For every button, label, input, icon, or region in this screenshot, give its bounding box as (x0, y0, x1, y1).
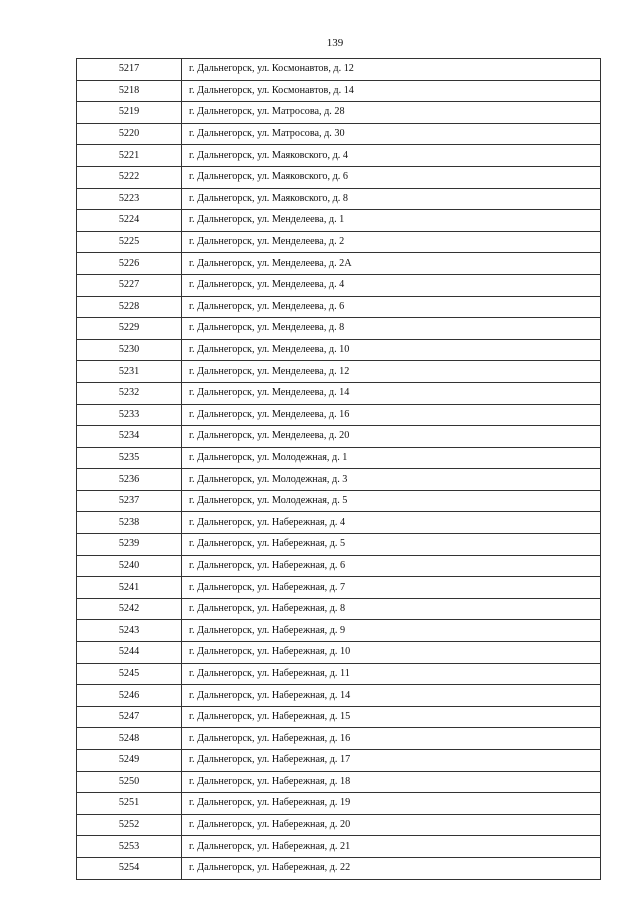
table-row (77, 210, 601, 232)
row-address: г. Дальнегорск, ул. Менделеева, д. 8 (182, 318, 601, 340)
table-row (77, 555, 601, 577)
table-row (77, 685, 601, 707)
row-number: 5231 (77, 361, 182, 383)
table-row (77, 404, 601, 426)
row-address: г. Дальнегорск, ул. Менделеева, д. 12 (182, 361, 601, 383)
table-row (77, 706, 601, 728)
row-address: г. Дальнегорск, ул. Менделеева, д. 1 (182, 210, 601, 232)
row-address: г. Дальнегорск, ул. Маяковского, д. 8 (182, 188, 601, 210)
row-number: 5221 (77, 145, 182, 167)
table-row (77, 80, 601, 102)
row-address: г. Дальнегорск, ул. Набережная, д. 19 (182, 793, 601, 815)
row-address: г. Дальнегорск, ул. Маяковского, д. 4 (182, 145, 601, 167)
row-address: г. Дальнегорск, ул. Матросова, д. 28 (182, 102, 601, 124)
address-table-body (77, 59, 601, 880)
row-address: г. Дальнегорск, ул. Набережная, д. 14 (182, 685, 601, 707)
row-address: г. Дальнегорск, ул. Набережная, д. 21 (182, 836, 601, 858)
row-number: 5251 (77, 793, 182, 815)
row-number: 5224 (77, 210, 182, 232)
row-number: 5237 (77, 490, 182, 512)
row-address: г. Дальнегорск, ул. Набережная, д. 7 (182, 577, 601, 599)
row-number: 5240 (77, 555, 182, 577)
table-row (77, 793, 601, 815)
row-address: г. Дальнегорск, ул. Набережная, д. 18 (182, 771, 601, 793)
table-row (77, 814, 601, 836)
row-address: г. Дальнегорск, ул. Менделеева, д. 16 (182, 404, 601, 426)
table-row (77, 534, 601, 556)
row-number: 5252 (77, 814, 182, 836)
row-number: 5220 (77, 123, 182, 145)
row-number: 5254 (77, 857, 182, 879)
row-number: 5226 (77, 253, 182, 275)
row-address: г. Дальнегорск, ул. Набережная, д. 15 (182, 706, 601, 728)
row-number: 5246 (77, 685, 182, 707)
table-row (77, 123, 601, 145)
row-address: г. Дальнегорск, ул. Набережная, д. 10 (182, 642, 601, 664)
row-number: 5245 (77, 663, 182, 685)
row-number: 5227 (77, 274, 182, 296)
row-number: 5230 (77, 339, 182, 361)
table-row (77, 296, 601, 318)
table-row (77, 188, 601, 210)
row-number: 5253 (77, 836, 182, 858)
row-number: 5244 (77, 642, 182, 664)
table-row (77, 771, 601, 793)
row-address: г. Дальнегорск, ул. Набережная, д. 5 (182, 534, 601, 556)
row-number: 5250 (77, 771, 182, 793)
row-address: г. Дальнегорск, ул. Набережная, д. 17 (182, 750, 601, 772)
row-number: 5222 (77, 166, 182, 188)
table-row (77, 361, 601, 383)
row-number: 5235 (77, 447, 182, 469)
table-row (77, 577, 601, 599)
row-address: г. Дальнегорск, ул. Молодежная, д. 3 (182, 469, 601, 491)
row-number: 5218 (77, 80, 182, 102)
row-number: 5239 (77, 534, 182, 556)
table-row (77, 512, 601, 534)
table-row (77, 642, 601, 664)
table-row (77, 426, 601, 448)
table-row (77, 318, 601, 340)
row-number: 5242 (77, 598, 182, 620)
table-row (77, 469, 601, 491)
page-number: 139 (326, 37, 344, 49)
table-row (77, 620, 601, 642)
table-row (77, 857, 601, 879)
row-address: г. Дальнегорск, ул. Космонавтов, д. 12 (182, 59, 601, 81)
table-row (77, 836, 601, 858)
table-row (77, 166, 601, 188)
table-row (77, 145, 601, 167)
row-address: г. Дальнегорск, ул. Маяковского, д. 6 (182, 166, 601, 188)
row-address: г. Дальнегорск, ул. Менделеева, д. 6 (182, 296, 601, 318)
row-address: г. Дальнегорск, ул. Менделеева, д. 10 (182, 339, 601, 361)
row-address: г. Дальнегорск, ул. Набережная, д. 8 (182, 598, 601, 620)
row-address: г. Дальнегорск, ул. Набережная, д. 4 (182, 512, 601, 534)
table-row (77, 447, 601, 469)
table-row (77, 59, 601, 81)
row-address: г. Дальнегорск, ул. Набережная, д. 22 (182, 857, 601, 879)
row-address: г. Дальнегорск, ул. Молодежная, д. 1 (182, 447, 601, 469)
table-row (77, 274, 601, 296)
row-address: г. Дальнегорск, ул. Набережная, д. 9 (182, 620, 601, 642)
row-address: г. Дальнегорск, ул. Набережная, д. 20 (182, 814, 601, 836)
row-number: 5228 (77, 296, 182, 318)
row-address: г. Дальнегорск, ул. Менделеева, д. 2А (182, 253, 601, 275)
table-row (77, 231, 601, 253)
row-number: 5234 (77, 426, 182, 448)
table-row (77, 750, 601, 772)
row-address: г. Дальнегорск, ул. Матросова, д. 30 (182, 123, 601, 145)
table-row (77, 102, 601, 124)
row-number: 5223 (77, 188, 182, 210)
row-number: 5248 (77, 728, 182, 750)
row-number: 5243 (77, 620, 182, 642)
row-number: 5225 (77, 231, 182, 253)
row-address: г. Дальнегорск, ул. Набережная, д. 11 (182, 663, 601, 685)
row-number: 5229 (77, 318, 182, 340)
row-number: 5241 (77, 577, 182, 599)
row-address: г. Дальнегорск, ул. Набережная, д. 6 (182, 555, 601, 577)
address-table (76, 58, 601, 880)
table-row (77, 339, 601, 361)
table-row (77, 728, 601, 750)
row-address: г. Дальнегорск, ул. Менделеева, д. 14 (182, 382, 601, 404)
row-address: г. Дальнегорск, ул. Космонавтов, д. 14 (182, 80, 601, 102)
row-address: г. Дальнегорск, ул. Менделеева, д. 20 (182, 426, 601, 448)
row-address: г. Дальнегорск, ул. Набережная, д. 16 (182, 728, 601, 750)
table-row (77, 663, 601, 685)
row-number: 5247 (77, 706, 182, 728)
row-address: г. Дальнегорск, ул. Молодежная, д. 5 (182, 490, 601, 512)
row-number: 5217 (77, 59, 182, 81)
table-row (77, 253, 601, 275)
row-number: 5238 (77, 512, 182, 534)
table-row (77, 382, 601, 404)
row-number: 5233 (77, 404, 182, 426)
table-row (77, 598, 601, 620)
row-number: 5249 (77, 750, 182, 772)
row-number: 5232 (77, 382, 182, 404)
row-number: 5236 (77, 469, 182, 491)
row-address: г. Дальнегорск, ул. Менделеева, д. 2 (182, 231, 601, 253)
row-number: 5219 (77, 102, 182, 124)
table-row (77, 490, 601, 512)
row-address: г. Дальнегорск, ул. Менделеева, д. 4 (182, 274, 601, 296)
